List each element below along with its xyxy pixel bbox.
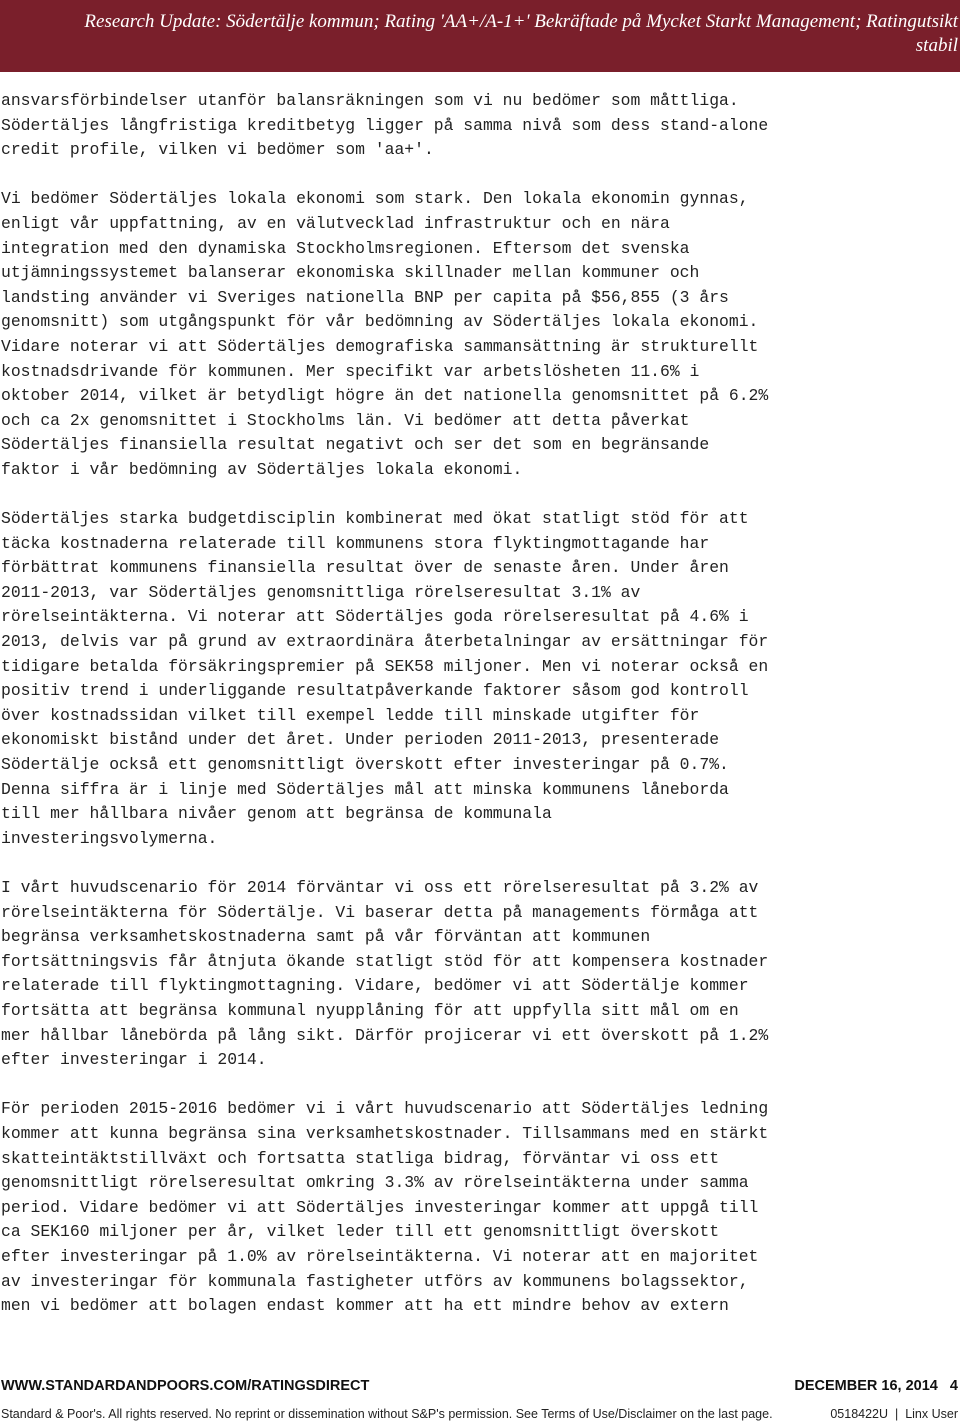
text-line: Vi bedömer Södertäljes lokala ekonomi som stark. Den lokala ekonomin gynnas, <box>1 189 749 209</box>
text-line: genomsnittligt rörelseresultat omkring 3.3% av rörelseintäkterna under samma <box>1 1173 749 1193</box>
footer-rights-notice: Standard & Poor's. All rights reserved. No reprint or dissemination without S&P's permission. See Terms of Use/Disclaimer on the last page. <box>1 1407 773 1421</box>
text-line: till mer hållbara nivåer genom att begränsa de kommunala <box>1 804 552 824</box>
text-line: kommer att kunna begränsa sina verksamhetskostnader. Tillsammans med en stärkt <box>1 1123 769 1143</box>
paragraph <box>1 507 956 851</box>
text-line: mer hållbar lånebörda på lång sikt. Därför projicerar vi ett överskott på 1.2% <box>1 1025 769 1045</box>
paragraph <box>1 187 956 482</box>
footer-top-row <box>0 1376 960 1398</box>
text-line: efter investeringar i 2014. <box>1 1050 267 1070</box>
footer-codes <box>830 1407 958 1421</box>
paragraph <box>1 876 956 1073</box>
text-line: och ca 2x genomsnittet i Stockholms län. Vi bedömer att detta påverkat <box>1 410 690 430</box>
text-line: I vårt huvudscenario för 2014 förväntar vi oss ett rörelseresultat på 3.2% av <box>1 878 759 897</box>
text-line: ansvarsförbindelser utanför balansräkningen som vi nu bedömer som måttliga. <box>1 91 739 110</box>
text-line: fortsätta att begränsa kommunal nyupplåning för att uppfylla sitt mål om en <box>1 1000 739 1020</box>
text-line: rörelseintäkterna för Södertälje. Vi baserar detta på managements förmåga att <box>1 902 759 922</box>
text-line: oktober 2014, vilket är betydligt högre än det nationella genomsnittet på 6.2% <box>1 386 769 406</box>
header-title-line-1: Research Update: Södertälje kommun; Rating 'AA+/A-1+' Bekräftade på Mycket Starkt Management; Ratingutsikt <box>84 11 958 32</box>
text-line: För perioden 2015-2016 bedömer vi i vårt huvudscenario att Södertäljes ledning <box>1 1099 769 1119</box>
footer-date: DECEMBER 16, 2014 <box>794 1378 938 1394</box>
text-line: positiv trend i underliggande resultatpåverkande faktorer såsom god kontroll <box>1 681 749 701</box>
text-line: Södertäljes finansiella resultat negativt och ser det som en begränsande <box>1 435 710 455</box>
text-line: Södertäljes starka budgetdisciplin kombinerat med ökat statligt stöd för att <box>1 509 749 529</box>
footer-bottom-row <box>0 1406 960 1424</box>
text-line: av investeringar för kommunala fastigheter utförs av kommunens bolagssektor, <box>1 1271 749 1291</box>
text-line: integration med den dynamiska Stockholmsregionen. Eftersom det svenska <box>1 238 690 258</box>
text-line: förbättrat kommunens finansiella resultat över de senaste åren. Under åren <box>1 558 729 578</box>
text-line: begränsa verksamhetskostnaderna samt på vår förväntan att kommunen <box>1 927 651 947</box>
text-line: rörelseintäkterna. Vi noterar att Södertäljes goda rörelseresultat på 4.6% i <box>1 607 749 627</box>
text-line: utjämningssystemet balanserar ekonomiska skillnader mellan kommuner och <box>1 263 700 283</box>
page-header <box>0 0 960 72</box>
text-line: men vi bedömer att bolagen endast kommer att ha ett mindre behov av extern <box>1 1296 729 1316</box>
footer-separator: | <box>895 1407 899 1421</box>
paragraph <box>1 89 956 163</box>
text-line: täcka kostnaderna relaterade till kommunens stora flyktingmottagande har <box>1 533 710 553</box>
text-line: Vidare noterar vi att Södertäljes demografiska sammansättning är strukturellt <box>1 336 759 356</box>
document-body <box>1 89 956 1343</box>
footer-date-page <box>794 1378 958 1394</box>
footer-user: Linx User <box>905 1407 958 1421</box>
page-number: 4 <box>949 1378 958 1394</box>
header-title-line-2: stabil <box>915 35 958 56</box>
text-line: kostnadsdrivande för kommunen. Mer specifikt var arbetslösheten 11.6% i <box>1 361 700 381</box>
text-line: Denna siffra är i linje med Södertäljes mål att minska kommunens låneborda <box>1 779 729 799</box>
text-line: efter investeringar på 1.0% av rörelseintäkterna. Vi noterar att en majoritet <box>1 1246 759 1266</box>
text-line: 2011-2013, var Södertäljes genomsnittliga rörelseresultat 3.1% av <box>1 582 641 602</box>
text-line: 2013, delvis var på grund av extraordinära återbetalningar av ersättningar för <box>1 632 769 652</box>
text-line: relaterade till flyktingmottagning. Vidare, bedömer vi att Södertälje kommer <box>1 976 749 996</box>
footer-doc-code: 0518422U <box>830 1407 889 1421</box>
text-line: landsting använder vi Sveriges nationella BNP per capita på $56,855 (3 års <box>1 287 729 307</box>
footer-url-link[interactable]: WWW.STANDARDANDPOORS.COM/RATINGSDIRECT <box>1 1378 370 1394</box>
text-line: investeringsvolymerna. <box>1 828 218 848</box>
text-line: fortsättningsvis får åtnjuta ökande statligt stöd för att kompensera kostnader <box>1 951 769 971</box>
text-line: Södertäljes långfristiga kreditbetyg ligger på samma nivå som dess stand-alone <box>1 115 769 135</box>
text-line: credit profile, vilken vi bedömer som 'aa+'. <box>1 140 434 160</box>
text-line: över kostnadssidan vilket till exempel ledde till minskade utgifter för <box>1 705 700 725</box>
text-line: Södertälje också ett genomsnittligt överskott efter investeringar på 0.7%. <box>1 755 729 775</box>
text-line: ca SEK160 miljoner per år, vilket leder till ett genomsnittligt överskott <box>1 1222 720 1242</box>
text-line: skatteintäktstillväxt och fortsatta statliga bidrag, förväntar vi oss ett <box>1 1148 720 1168</box>
text-line: ekonomiskt bistånd under det året. Under perioden 2011-2013, presenterade <box>1 730 720 750</box>
text-line: enligt vår uppfattning, av en välutvecklad infrastruktur och en nära <box>1 213 670 233</box>
text-line: faktor i vår bedömning av Södertäljes lokala ekonomi. <box>1 459 523 479</box>
text-line: period. Vidare bedömer vi att Södertäljes investeringar kommer att uppgå till <box>1 1197 759 1217</box>
text-line: tidigare betalda försäkringspremier på SEK58 miljoner. Men vi noterar också en <box>1 656 769 676</box>
paragraph <box>1 1097 956 1318</box>
text-line: genomsnitt) som utgångspunkt för vår bedömning av Södertäljes lokala ekonomi. <box>1 312 759 332</box>
